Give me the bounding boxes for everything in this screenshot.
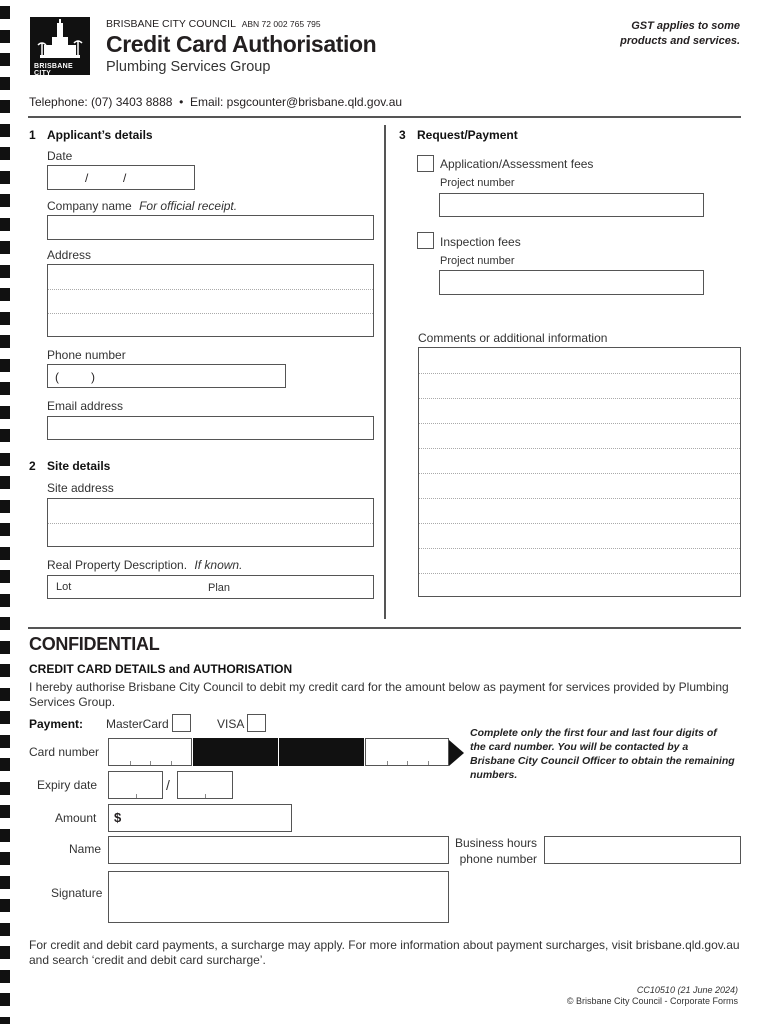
contact-line: Telephone: (07) 3403 8888 • Email: psgcounter@brisbane.qld.gov.au bbox=[29, 95, 403, 109]
phone-field[interactable] bbox=[47, 364, 286, 388]
binding-mark bbox=[0, 570, 10, 583]
binding-mark bbox=[0, 429, 10, 442]
amount-label: Amount bbox=[55, 811, 97, 825]
email-field[interactable] bbox=[47, 416, 374, 440]
copyright: © Brisbane City Council - Corporate Forms bbox=[566, 996, 738, 1006]
comments-ruled-line bbox=[419, 498, 740, 499]
phone-open-paren: ( bbox=[55, 370, 59, 384]
application-fees-checkbox[interactable] bbox=[417, 155, 434, 172]
site-section-title: Site details bbox=[47, 459, 111, 473]
binding-mark bbox=[0, 171, 10, 184]
binding-mark bbox=[0, 923, 10, 936]
binding-mark bbox=[0, 664, 10, 677]
binding-mark bbox=[0, 382, 10, 395]
date-field[interactable] bbox=[47, 165, 195, 190]
address-label: Address bbox=[47, 248, 92, 262]
binding-mark bbox=[0, 782, 10, 795]
binding-mark bbox=[0, 1017, 10, 1024]
binding-mark bbox=[0, 805, 10, 818]
binding-mark bbox=[0, 194, 10, 207]
binding-mark bbox=[0, 993, 10, 1006]
authorise-text: I hereby authorise Brisbane City Council to debit my credit card for the amount below as payment for services provided by Plumbing Services Group. bbox=[29, 680, 729, 709]
page-title: Credit Card Authorisation bbox=[106, 31, 377, 57]
project-number-label-1: Project number bbox=[440, 177, 515, 189]
site-section-number: 2 bbox=[29, 459, 36, 473]
binding-mark bbox=[0, 641, 10, 654]
binding-marks bbox=[0, 0, 10, 1024]
card-number-label: Card number bbox=[29, 745, 100, 759]
header-divider bbox=[28, 116, 741, 118]
binding-mark bbox=[0, 688, 10, 701]
comments-ruled-line bbox=[419, 448, 740, 449]
card-number-note: Complete only the first four and last four digits of the card number. You will be contacted by a Brisbane City Council Officer to obtain the remaining numbers. bbox=[470, 727, 735, 781]
company-note: For official receipt. bbox=[139, 199, 238, 213]
phone-label: Phone number bbox=[47, 348, 126, 362]
binding-mark bbox=[0, 735, 10, 748]
surcharge-notice: For credit and debit card payments, a surcharge may apply. For more information about payment surcharges, visit brisbane.qld.gov.au and search ‘credit and debit card surcharge’. bbox=[29, 938, 740, 967]
abn: ABN 72 002 765 795 bbox=[241, 19, 321, 29]
binding-mark bbox=[0, 53, 10, 66]
binding-mark bbox=[0, 476, 10, 489]
binding-mark bbox=[0, 265, 10, 278]
binding-mark bbox=[0, 594, 10, 607]
applicant-section-number: 1 bbox=[29, 128, 36, 142]
page-subtitle: Plumbing Services Group bbox=[106, 59, 271, 75]
binding-mark bbox=[0, 547, 10, 560]
comments-label: Comments or additional information bbox=[418, 331, 608, 345]
project-number-field-2[interactable] bbox=[439, 270, 704, 295]
address-line-1 bbox=[48, 289, 373, 290]
binding-mark bbox=[0, 523, 10, 536]
date-label: Date bbox=[47, 149, 73, 163]
business-hours-label-2: phone number bbox=[459, 852, 537, 866]
comments-ruled-line bbox=[419, 573, 740, 574]
address-line-2 bbox=[48, 313, 373, 314]
confidential-subtitle: CREDIT CARD DETAILS and AUTHORISATION bbox=[29, 662, 293, 676]
confidential-title: CONFIDENTIAL bbox=[29, 634, 160, 654]
binding-mark bbox=[0, 6, 10, 19]
council-logo bbox=[30, 17, 90, 75]
company-label-text: Company name bbox=[47, 199, 132, 213]
company-label bbox=[47, 199, 237, 213]
inspection-fees-checkbox[interactable] bbox=[417, 232, 434, 249]
visa-label: VISA bbox=[217, 717, 245, 731]
column-divider bbox=[384, 125, 386, 619]
comments-ruled-line bbox=[419, 473, 740, 474]
digit-divider bbox=[136, 794, 137, 798]
inspection-fees-label: Inspection fees bbox=[440, 235, 521, 249]
digit-divider bbox=[130, 761, 131, 765]
binding-mark bbox=[0, 970, 10, 983]
request-section-title: Request/Payment bbox=[417, 128, 518, 142]
mastercard-label: MasterCard bbox=[106, 717, 169, 731]
binding-mark bbox=[0, 617, 10, 630]
binding-mark bbox=[0, 30, 10, 43]
address-field[interactable] bbox=[47, 264, 374, 337]
comments-field[interactable] bbox=[418, 347, 741, 597]
council-name: BRISBANE CITY COUNCIL bbox=[106, 18, 236, 30]
binding-mark bbox=[0, 711, 10, 724]
lot-label: Lot bbox=[56, 581, 72, 593]
rpd-label-text: Real Property Description. bbox=[47, 558, 188, 572]
comments-ruled-line bbox=[419, 373, 740, 374]
visa-checkbox[interactable] bbox=[247, 714, 266, 732]
date-separator-2: / bbox=[123, 171, 127, 185]
currency-symbol: $ bbox=[114, 810, 122, 825]
binding-mark bbox=[0, 335, 10, 348]
project-number-label-2: Project number bbox=[440, 255, 515, 267]
expiry-month-field[interactable] bbox=[108, 771, 163, 799]
digit-divider bbox=[407, 761, 408, 765]
binding-mark bbox=[0, 899, 10, 912]
business-hours-label-1: Business hours bbox=[454, 836, 537, 850]
binding-mark bbox=[0, 453, 10, 466]
digit-divider bbox=[171, 761, 172, 765]
expiry-date-label: Expiry date bbox=[37, 778, 98, 792]
binding-mark bbox=[0, 312, 10, 325]
form-code: CC10510 (21 June 2024) bbox=[636, 985, 738, 995]
business-hours-phone-field[interactable] bbox=[544, 836, 741, 864]
application-fees-label: Application/Assessment fees bbox=[440, 157, 594, 171]
binding-mark bbox=[0, 77, 10, 90]
binding-mark bbox=[0, 406, 10, 419]
logo-text: BRISBANE CITY bbox=[34, 63, 73, 77]
date-separator-1: / bbox=[85, 171, 89, 185]
binding-mark bbox=[0, 852, 10, 865]
arrow-right-icon bbox=[449, 740, 465, 766]
rpd-label bbox=[47, 558, 242, 572]
council-line bbox=[106, 18, 321, 30]
gst-note-line2: products and services. bbox=[620, 35, 740, 47]
digit-divider bbox=[387, 761, 388, 765]
comments-ruled-line bbox=[419, 548, 740, 549]
binding-mark bbox=[0, 241, 10, 254]
binding-mark bbox=[0, 758, 10, 771]
signature-label: Signature bbox=[51, 886, 103, 900]
applicant-section-title: Applicant’s details bbox=[47, 128, 153, 142]
card-hidden-block-2 bbox=[279, 738, 364, 766]
name-field[interactable] bbox=[108, 836, 449, 864]
gst-note-line1: GST applies to some bbox=[631, 20, 740, 32]
rpd-note: If known. bbox=[194, 558, 243, 572]
project-number-field-1[interactable] bbox=[439, 193, 704, 217]
binding-mark bbox=[0, 829, 10, 842]
binding-mark bbox=[0, 876, 10, 889]
lot-plan-field[interactable] bbox=[47, 575, 374, 599]
binding-mark bbox=[0, 218, 10, 231]
digit-divider bbox=[150, 761, 151, 765]
card-hidden-block-1 bbox=[193, 738, 278, 766]
site-address-label: Site address bbox=[47, 481, 114, 495]
comments-ruled-line bbox=[419, 398, 740, 399]
site-address-field[interactable] bbox=[47, 498, 374, 547]
request-section-number: 3 bbox=[399, 128, 406, 142]
binding-mark bbox=[0, 100, 10, 113]
digit-divider bbox=[428, 761, 429, 765]
binding-mark bbox=[0, 359, 10, 372]
mastercard-checkbox[interactable] bbox=[172, 714, 191, 732]
payment-label: Payment: bbox=[29, 717, 84, 731]
expiry-year-field[interactable] bbox=[177, 771, 233, 799]
signature-field[interactable] bbox=[108, 871, 449, 923]
company-name-field[interactable] bbox=[47, 215, 374, 240]
site-address-line bbox=[48, 523, 373, 524]
card-first-four-field[interactable] bbox=[108, 738, 192, 766]
digit-divider bbox=[205, 794, 206, 798]
email-label: Email address bbox=[47, 399, 124, 413]
expiry-separator: / bbox=[166, 777, 170, 793]
comments-ruled-line bbox=[419, 523, 740, 524]
binding-mark bbox=[0, 147, 10, 160]
binding-mark bbox=[0, 288, 10, 301]
confidential-divider bbox=[28, 627, 741, 629]
card-last-four-field[interactable] bbox=[365, 738, 449, 766]
name-label: Name bbox=[69, 842, 102, 856]
binding-mark bbox=[0, 500, 10, 513]
amount-field[interactable] bbox=[108, 804, 292, 832]
binding-mark bbox=[0, 946, 10, 959]
plan-label: Plan bbox=[208, 582, 231, 594]
binding-mark bbox=[0, 124, 10, 137]
phone-close-paren: ) bbox=[91, 370, 95, 384]
comments-ruled-line bbox=[419, 423, 740, 424]
